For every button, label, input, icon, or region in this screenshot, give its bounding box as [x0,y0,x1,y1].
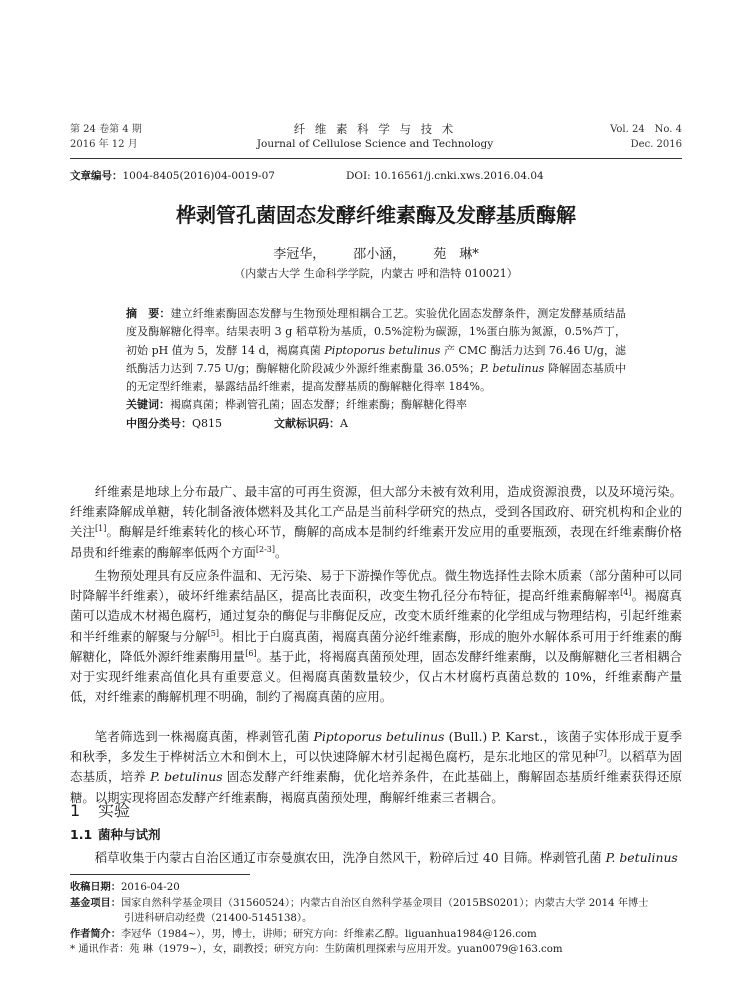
p3-text-c: 。以稻草为固态基质，培养 [70,749,683,785]
citation: [2-3] [255,544,275,554]
running-header-right [610,122,682,152]
citation: [6] [245,648,257,658]
section-number: 1 [70,801,81,820]
fund-label: 基金项目： [70,897,121,909]
section-title: 实验 [98,801,131,820]
abstract-text-2: 产 CMC 酶活力达到 76.46 U/g，滤纸酶活力达到 7.75 U/g；酶解糖化阶段减少外源纤维素酶量 36.05%； [126,343,626,375]
doi: DOI: 10.16561/j.cnki.xws.2016.04.04 [346,170,544,182]
citation: [4] [620,588,632,598]
p2-text-c: 。相比于白腐真菌，褐腐真菌分泌纤维素酶，形成的胞外水解体系可用于纤维素的酶解糖化，降低外源纤维素酶用量 [70,628,683,664]
running-header-journal [230,122,520,152]
date-cn: 2016 年 12 月 [70,139,138,150]
section-heading-1 [70,800,130,822]
paragraph-4 [70,848,682,868]
fund-text-1: 国家自然科学基金项目（31560524）；内蒙古自治区自然科学基金项目（2015BS0201）；内蒙古大学 2014 年博士 [120,897,649,909]
species-abbrev: P. betulinus [480,361,545,375]
header-rule [70,158,682,159]
p1-text-b: 。酶解是纤维素转化的核心环节，酶解的高成本是制约纤维素开发应用的重要瓶颈，表现在纤维素酶价格昂贵和纤维素的酶解率低两个方面 [70,524,683,560]
author-bio-label: 作者简介： [70,928,121,940]
abstract-text-3: 降解固态基质中的无定型纤维素，暴露结晶纤维素，提高发酵基质的酶解糖化得率 184%。 [126,361,627,394]
journal-name-en: Journal of Cellulose Science and Technology [256,138,494,150]
received-value: 2016-04-20 [120,882,180,893]
abstract-text-1: 建立纤维素酶固态发酵与生物预处理相耦合工艺。实验优化固态发酵条件，测定发酵基质结晶度及酶解糖化得率。结果表明 3 g 稻草粉为基质，0.5%淀粉为碳源，1%蛋白胨为氮源，0.5%芦丁，初始 pH 值为 5，发酵 14 d，褐腐真菌 [126,307,627,357]
author-2: 邵小涵， [353,247,406,262]
p3-text-b: (Bull.) P. Karst.，该菌子实体形成于夏季和秋季，多发生于桦树活立木和倒木上，可以快速降解木材引起褐色腐朽，是东北地区的常见种 [70,729,682,765]
paper-title: 桦剥管孔菌固态发酵纤维素酶及发酵基质酶解 [176,203,576,227]
volume-issue-cn: 第 24 卷第 4 期 [70,124,142,135]
subsection-heading-1-1 [70,826,161,844]
citation: [1] [95,524,107,534]
p2-text-d: 。基于此，将褐腐真菌预处理，固态发酵纤维素酶，以及酶解糖化三者相耦合对于实现纤维素高值化具有重要意义。但褐腐真菌数量较少，仅占木材腐朽真菌总数的 10%，纤维素酶产量低，对纤维素的酶解机理不明确，制约了褐腐真菌的应用。 [70,648,683,705]
journal-name-cn: 纤 维 素 科 学 与 技 术 [293,122,457,136]
article-no-label: 文章编号： [70,170,123,182]
abstract-block [126,305,626,433]
p1-text-c: 。 [274,544,288,560]
date-en: Dec. 2016 [630,139,682,150]
footnotes [70,880,682,958]
running-header-left [70,122,142,152]
abstract-label: 摘 要： [126,307,171,320]
article-no: 1004-8405(2016)04-0019-07 [122,170,275,182]
paragraph-1 [70,482,682,563]
affiliation: （内蒙古大学 生命科学学院，内蒙古 呼和浩特 010021） [234,267,518,280]
article-meta [70,168,682,184]
keywords-text: 褐腐真菌；桦剥管孔菌；固态发酵；纤维素酶；酶解糖化得率 [170,398,467,412]
volume-issue-en: Vol. 24 No. 4 [610,124,682,135]
corresponding-author: * 通讯作者：苑 琳（1979~），女，副教授；研究方向：生防菌机理探索与应用开发。yuan0079@163.com [70,944,563,955]
classification-row [126,415,626,433]
species-name: Piptoporus betulinus [313,729,445,744]
citation: [5] [207,628,219,638]
species-abbrev: P. betulinus [150,769,223,785]
author-list [70,246,682,264]
species-abbrev: P. betulinus [605,850,678,865]
p2-text-a: 生物预处理具有反应条件温和、无污染、易于下游操作等优点。微生物选择性去除木质素（部分菌种可以同时降解半纤维素），破坏纤维素结晶区，提高比表面积，改变生物孔径分布特征，提高纤维素酶解率 [70,568,682,604]
author-bio-text: 李冠华（1984~），男，博士，讲师；研究方向：纤维素乙醇。liguanhua1984@126.com [120,928,537,940]
p4-text-a: 稻草收集于内蒙古自治区通辽市奈曼旗农田，洗净自然风干，粉碎后过 40 目筛。桦剥管孔菌 [94,850,606,865]
footnote-rule [70,874,250,875]
paragraph-2 [70,566,682,707]
paragraph-3 [70,727,682,808]
p1-text-a: 纤维素是地球上分布最广、最丰富的可再生资源，但大部分未被有效利用，造成资源浪费，以及环境污染。纤维素降解成单糖，转化制备液体燃料及其化工产品是当前科学研究的热点，受到各国政府、研究机构和企业的关注 [70,484,682,540]
clc-label: 中图分类号： [126,416,192,430]
author-1: 李冠华， [273,247,326,262]
doc-code-label: 文献标识码： [274,416,340,430]
author-3: 苑 琳* [433,247,479,262]
p3-text-d: 固态发酵产纤维素酶，优化培养条件，在此基础上，酶解固态基质纤维素获得还原糖。以期实现将固态发酵产纤维素酶，褐腐真菌预处理，酶解纤维素三者耦合。 [70,769,682,805]
funding [70,896,682,912]
clc-value: Q815 [192,416,223,430]
received-date [70,880,682,896]
author-bio [70,927,682,943]
citation: [7] [595,749,607,759]
p3-text-a: 笔者筛选到一株褐腐真菌，桦剥管孔菌 [94,729,314,744]
subsection-title: 菌种与试剂 [98,827,161,842]
document-code [274,415,348,433]
doc-code-value: A [340,416,348,430]
subsection-number: 1.1 [70,827,93,842]
received-label: 收稿日期： [70,882,121,893]
keywords-label: 关键词： [126,398,170,412]
keywords [126,396,626,414]
funding-continued: 引进科研启动经费（21400-5145138）。 [124,913,313,924]
species-name: Piptoporus betulinus [324,343,441,357]
p2-text-b: 。褐腐真菌可以造成木材褐色腐朽，通过复杂的酶促与非酶促反应，改变木质纤维素的化学组成与物理结构，引起纤维素和半纤维素的解聚与分解 [70,588,682,644]
abstract [126,305,626,396]
